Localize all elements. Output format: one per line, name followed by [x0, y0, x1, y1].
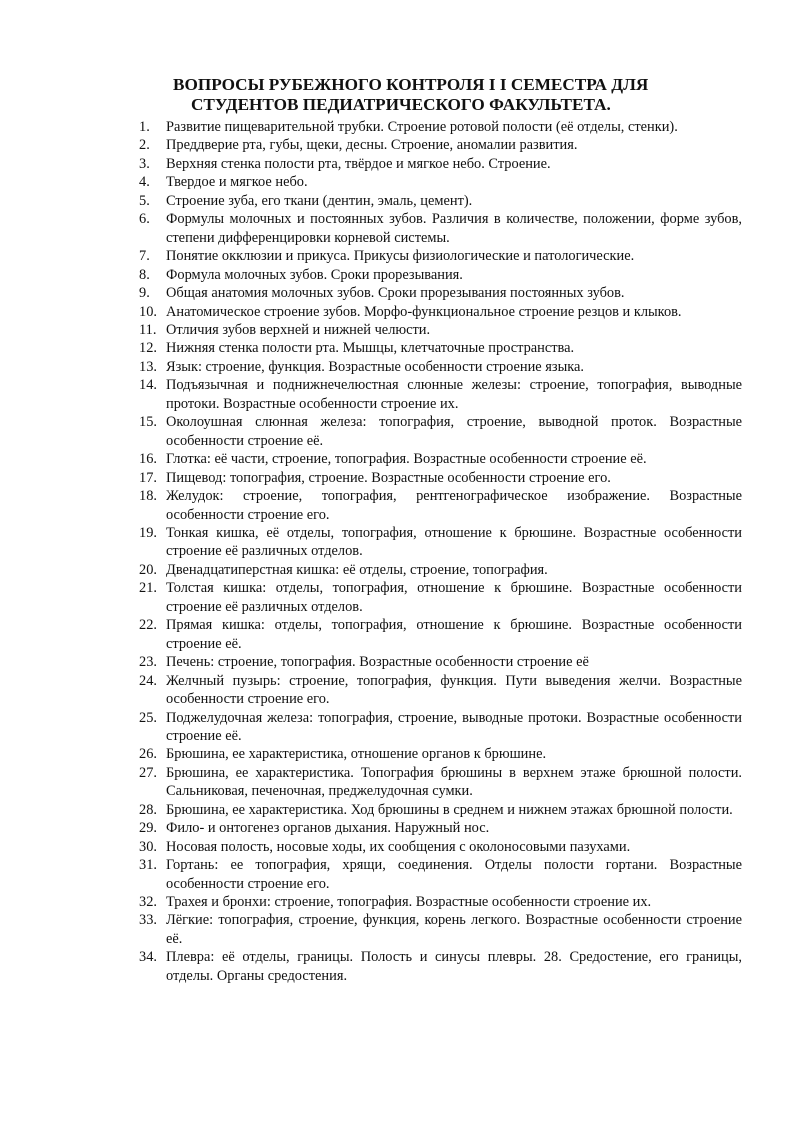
questions-list [0, 118, 800, 985]
question-number: 16. [139, 451, 157, 468]
question-text: Пищевод: топография, строение. Возрастные особенности строение его. [166, 469, 611, 486]
question-text: Желчный пузырь: строение, топография, функция. Пути выведения желчи. Возрастные особенности строение его. [166, 672, 742, 708]
question-number: 21. [139, 580, 157, 597]
question-number: 34. [139, 949, 157, 966]
question-item [0, 321, 800, 339]
question-text: Брюшина, ее характеристика. Топография брюшины в верхнем этаже брюшной полости. Сальниковая, печеночная, преджелудочная сумки. [166, 764, 742, 800]
question-item [0, 192, 800, 210]
question-item [0, 893, 800, 911]
question-number: 31. [139, 857, 157, 874]
question-text: Язык: строение, функция. Возрастные особенности строение языка. [166, 358, 585, 375]
question-number: 5. [139, 192, 150, 209]
question-text: Околоушная слюнная железа: топография, строение, выводной проток. Возрастные особенности строение её. [166, 414, 742, 449]
question-item [0, 653, 800, 671]
question-item [0, 801, 800, 819]
title-line-2: СТУДЕНТОВ ПЕДИАТРИЧЕСКОГО ФАКУЛЬТЕТА. [191, 95, 611, 114]
question-number: 19. [139, 524, 157, 541]
question-text: Толстая кишка: отделы, топография, отношение к брюшине. Возрастные особенности строение её различных отделов. [166, 580, 742, 615]
question-text: Трахея и бронхи: строение, топография. Возрастные особенности строение их. [166, 894, 652, 911]
question-number: 24. [139, 672, 157, 689]
question-text: Подъязычная и поднижнечелюстная слюнные железы: строение, топография, выводные протоки. Возрастные особенности строение их. [166, 377, 742, 412]
question-item [0, 155, 800, 173]
question-text: Глотка: её части, строение, топография. Возрастные особенности строение её. [166, 451, 647, 468]
question-number: 8. [139, 266, 150, 283]
question-number: 2. [139, 137, 150, 154]
question-text: Отличия зубов верхней и нижней челюсти. [166, 321, 431, 338]
question-number: 17. [139, 469, 157, 486]
question-item [0, 247, 800, 265]
question-text: Верхняя стенка полости рта, твёрдое и мягкое небо. Строение. [166, 155, 551, 172]
question-text: Брюшина, ее характеристика. Ход брюшины в среднем и нижнем этажах брюшной полости. [166, 801, 733, 818]
question-number: 22. [139, 617, 157, 634]
question-number: 30. [139, 838, 157, 855]
question-item [0, 469, 800, 487]
question-text: Тонкая кишка, её отделы, топография, отношение к брюшине. Возрастные особенности строение её различных отделов. [166, 524, 742, 560]
question-item [0, 524, 800, 561]
question-number: 23. [139, 654, 157, 671]
question-number: 12. [139, 340, 157, 357]
question-text: Носовая полость, носовые ходы, их сообщения с околоносовыми пазухами. [166, 838, 631, 855]
question-text: Двенадцатиперстная кишка: её отделы, строение, топография. [166, 561, 548, 578]
question-item [0, 136, 800, 154]
question-item [0, 911, 800, 948]
question-item [0, 745, 800, 763]
question-number: 18. [139, 488, 157, 505]
question-item [0, 266, 800, 284]
question-number: 1. [139, 119, 150, 135]
question-item [0, 819, 800, 837]
question-text: Желудок: строение, топография, рентгенографическое изображение. Возрастные особенности строение его. [166, 488, 742, 523]
question-item [0, 118, 800, 136]
question-number: 15. [139, 414, 157, 431]
page-title [0, 75, 800, 115]
question-item [0, 413, 800, 450]
question-number: 27. [139, 764, 157, 781]
question-number: 20. [139, 561, 157, 578]
question-text: Формулы молочных и постоянных зубов. Различия в количестве, положении, форме зубов, степени дифференцировки корневой системы. [166, 211, 742, 246]
question-item [0, 487, 800, 524]
question-text: Преддверие рта, губы, щеки, десны. Строение, аномалии развития. [166, 137, 578, 154]
question-text: Развитие пищеварительной трубки. Строение ротовой полости (её отделы, стенки). [166, 119, 678, 135]
question-text: Брюшина, ее характеристика, отношение органов к брюшине. [166, 746, 547, 763]
question-number: 29. [139, 820, 157, 837]
question-item [0, 450, 800, 468]
question-item [0, 376, 800, 413]
question-number: 33. [139, 912, 157, 929]
title-line-1: ВОПРОСЫ РУБЕЖНОГО КОНТРОЛЯ I I СЕМЕСТРА ДЛЯ [173, 75, 649, 94]
question-item [0, 210, 800, 247]
question-text: Плевра: её отделы, границы. Полость и синусы плевры. 28. Средостение, его границы, отделы. Органы средостения. [166, 949, 742, 984]
question-text: Лёгкие: топография, строение, функция, корень легкого. Возрастные особенности строение её. [166, 912, 742, 947]
question-text: Строение зуба, его ткани (дентин, эмаль, цемент). [166, 192, 473, 209]
question-text: Нижняя стенка полости рта. Мышцы, клетчаточные пространства. [166, 340, 575, 357]
question-number: 7. [139, 248, 150, 265]
question-text: Понятие окклюзии и прикуса. Прикусы физиологические и патологические. [166, 248, 635, 265]
question-item [0, 672, 800, 709]
question-text: Печень: строение, топография. Возрастные особенности строение её [166, 654, 589, 671]
question-item [0, 339, 800, 357]
question-number: 9. [139, 285, 150, 302]
question-text: Твердое и мягкое небо. [166, 174, 308, 191]
question-text: Анатомическое строение зубов. Морфо-функциональное строение резцов и клыков. [166, 303, 682, 320]
question-item [0, 284, 800, 302]
question-text: Фило- и онтогенез органов дыхания. Наружный нос. [166, 820, 490, 837]
question-number: 25. [139, 709, 157, 726]
question-number: 26. [139, 746, 157, 763]
question-number: 13. [139, 358, 157, 375]
question-number: 3. [139, 155, 150, 172]
question-item [0, 173, 800, 191]
question-item [0, 579, 800, 616]
question-item [0, 856, 800, 893]
question-number: 10. [139, 303, 157, 320]
question-text: Поджелудочная железа: топография, строение, выводные протоки. Возрастные особенности строение её. [166, 709, 742, 744]
question-number: 32. [139, 894, 157, 911]
question-item [0, 838, 800, 856]
question-item [0, 616, 800, 653]
question-number: 28. [139, 801, 157, 818]
question-number: 14. [139, 377, 157, 394]
question-text: Формула молочных зубов. Сроки прорезывания. [166, 266, 463, 283]
question-text: Общая анатомия молочных зубов. Сроки прорезывания постоянных зубов. [166, 285, 625, 302]
question-text: Гортань: ее топография, хрящи, соединения. Отделы полости гортани. Возрастные особенности строение его. [166, 857, 742, 892]
question-text: Прямая кишка: отделы, топография, отношение к брюшине. Возрастные особенности строение её. [166, 617, 742, 652]
question-number: 4. [139, 174, 150, 191]
question-item [0, 303, 800, 321]
question-item [0, 948, 800, 985]
question-number: 6. [139, 211, 150, 228]
question-item [0, 709, 800, 746]
question-item [0, 358, 800, 376]
question-number: 11. [139, 321, 157, 338]
question-item [0, 561, 800, 579]
question-item [0, 764, 800, 801]
